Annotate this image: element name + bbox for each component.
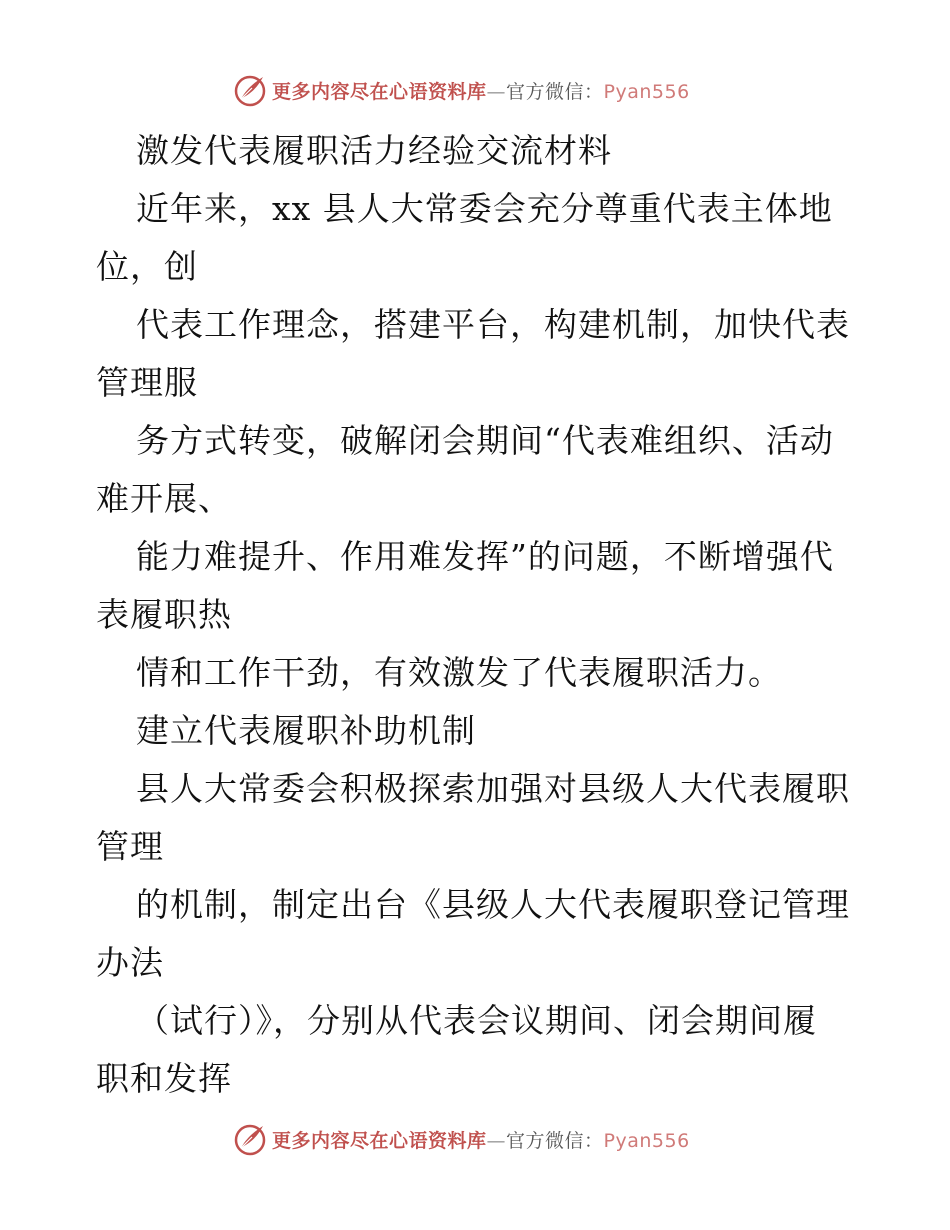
watermark-wechat-label: 官方微信： [506, 1129, 604, 1152]
watermark-brand: 更多内容尽在心语资料库 [272, 80, 487, 103]
document-line: 管理服 [96, 363, 198, 402]
watermark-brand: 更多内容尽在心语资料库 [272, 1129, 487, 1152]
watermark-text [272, 77, 690, 104]
document-line: 建立代表履职补助机制 [136, 711, 476, 750]
document-line: 县人大常委会积极探索加强对县级人大代表履职 [136, 769, 850, 808]
document-line: 位，创 [96, 247, 198, 286]
watermark-wechat-id: Pyan556 [603, 1129, 690, 1152]
watermark-wechat-label: 官方微信： [506, 80, 604, 103]
document-line: 管理 [96, 827, 164, 866]
feather-pen-logo-icon [232, 1121, 268, 1157]
watermark-separator: — [486, 1129, 507, 1152]
document-line: 办法 [96, 943, 164, 982]
feather-pen-logo-icon [232, 72, 268, 108]
document-body [96, 122, 856, 1108]
document-line: 难开展、 [96, 479, 232, 518]
document-line: 代表工作理念，搭建平台，构建机制，加快代表 [136, 305, 850, 344]
watermark-banner-bottom [232, 1119, 690, 1159]
watermark-wechat-id: Pyan556 [603, 80, 690, 103]
document-line: 职和发挥 [96, 1059, 232, 1098]
watermark-text [272, 1126, 690, 1153]
document-line: 情和工作干劲，有效激发了代表履职活力。 [136, 653, 782, 692]
watermark-banner-top [232, 70, 690, 110]
document-line: 近年来，xx 县人大常委会充分尊重代表主体地 [136, 189, 833, 228]
document-line: 务方式转变，破解闭会期间“代表难组织、活动 [136, 421, 834, 460]
document-line: 激发代表履职活力经验交流材料 [136, 131, 612, 170]
document-line: （试行）》，分别从代表会议期间、闭会期间履 [136, 1001, 817, 1040]
document-line: 能力难提升、作用难发挥”的问题，不断增强代 [136, 537, 834, 576]
document-line: 表履职热 [96, 595, 232, 634]
watermark-separator: — [486, 80, 507, 103]
document-line: 的机制，制定出台《县级人大代表履职登记管理 [136, 885, 850, 924]
